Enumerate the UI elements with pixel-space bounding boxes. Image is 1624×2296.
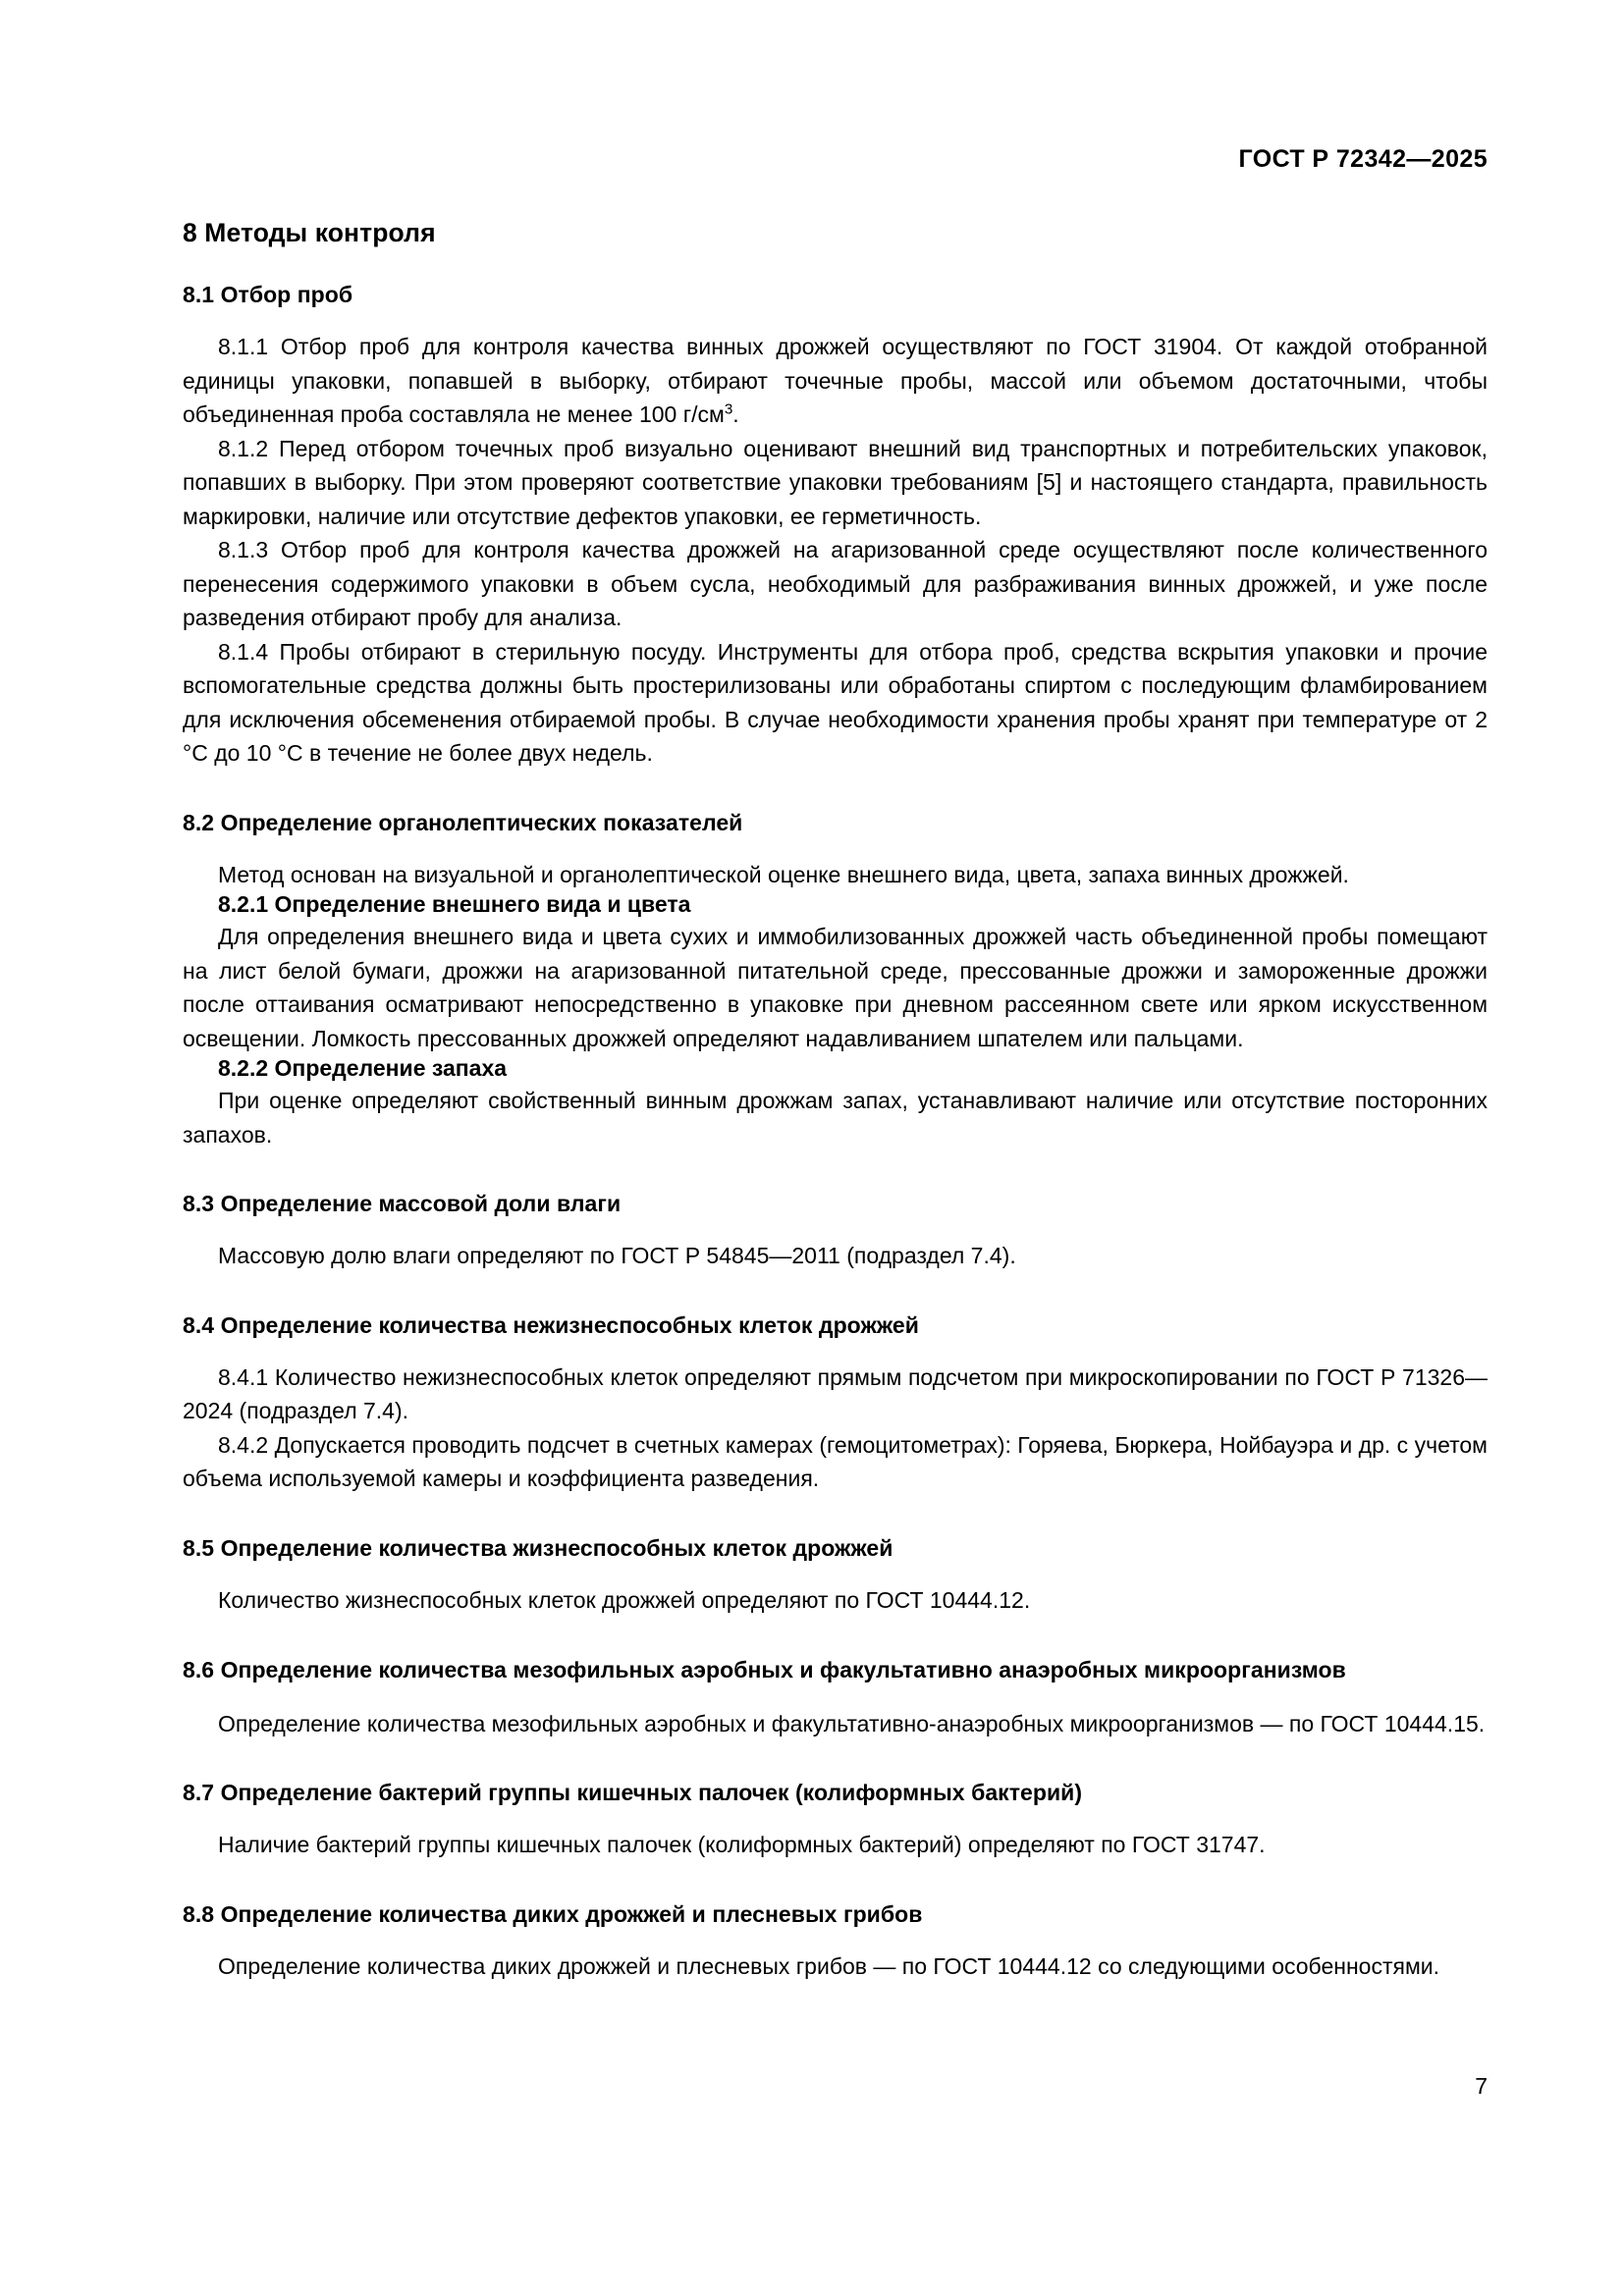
paragraph-8-1-3: 8.1.3 Отбор проб для контроля качества дрожжей на агаризованной среде осуществляют после количественного перенесения содержимого упаковки в объем сусла, необходимый для разбраживания винных дрожжей, и уже после разведения отбирают пробу для анализа. [183,537,1488,630]
subsection-heading-8-6: 8.6 Определение количества мезофильных аэробных и факультативно анаэробных микроорганизмов [183,1657,1346,1682]
page-number: 7 [1475,2073,1488,2099]
paragraph-8-5: Количество жизнеспособных клеток дрожжей определяют по ГОСТ 10444.12. [218,1586,1031,1613]
paragraph-8-4-2: 8.4.2 Допускается проводить подсчет в счетных камерах (гемоцитометрах): Горяева, Бюркера, Нойбауэра и др. с учетом объема используемой камеры и коэффициента разведения. [183,1431,1488,1491]
paragraph-8-1-1 [183,330,1488,432]
section-title: 8 Методы контроля [183,218,436,247]
subsection-heading-8-4: 8.4 Определение количества нежизнеспособных клеток дрожжей [183,1311,919,1338]
subsection-heading-8-3: 8.3 Определение массовой доли влаги [183,1191,622,1216]
page-content [183,218,1488,1983]
superscript-cubic: 3 [724,400,733,418]
paragraph-8-2-1: Для определения внешнего вида и цвета сухих и иммобилизованных дрожжей часть объединенной пробы помещают на лист белой бумаги, дрожжи на агаризованной питательной среде, прессованные дрожжи и замороженные дрожжи после оттаивания осматривают непосредственно в упаковке при дневном рассеянном свете или ярком искусственном освещении. Ломкость прессованных дрожжей определяют надавливанием шпателем или пальцами. [183,924,1488,1051]
subsection-heading-8-2: 8.2 Определение органолептических показателей [183,809,743,835]
paragraph-8-8: Определение количества диких дрожжей и плесневых грибов — по ГОСТ 10444.12 со следующими особенностями. [218,1952,1439,1979]
subsection-heading-8-1: 8.1 Отбор проб [183,282,353,307]
page-header-standard-number: ГОСТ Р 72342—2025 [1238,145,1488,173]
paragraph-8-7: Наличие бактерий группы кишечных палочек (колиформных бактерий) определяют по ГОСТ 31747. [218,1832,1266,1858]
paragraph-8-1-2: 8.1.2 Перед отбором точечных проб визуально оценивают внешний вид транспортных и потребительских упаковок, попавших в выборку. При этом проверяют соответствие упаковки требованиям [5] и настоящего стандарта, правильность маркировки, наличие или отсутствие дефектов упаковки, ее герметичность. [183,435,1488,529]
paragraph-8-1-4: 8.1.4 Пробы отбирают в стерильную посуду. Инструменты для отбора проб, средства вскрытия упаковки и прочие вспомогательные средства должны быть простерилизованы или обработаны спиртом с последующим фламбированием для исключения обсеменения отбираемой пробы. В случае необходимости хранения пробы хранят при температуре от 2 °C до 10 °C в течение не более двух недель. [183,638,1488,766]
paragraph-8-2-2: При оценке определяют свойственный винным дрожжам запах, устанавливают наличие или отсутствие посторонних запахов. [183,1088,1488,1148]
paragraph-8-1-1-text: 8.1.1 Отбор проб для контроля качества винных дрожжей осуществляют по ГОСТ 31904. От каждой отобранной единицы упаковки, попавшей в выборку, отбирают точечные пробы, массой или объемом достаточными, чтобы объединенная проба составляла не менее 100 г/см [183,334,1488,427]
paragraph-8-1-1-tail: . [732,401,739,427]
paragraph-8-2-intro: Метод основан на визуальной и органолептической оценке внешнего вида, цвета, запаха винных дрожжей. [218,861,1349,887]
subsection-heading-8-2-2: 8.2.2 Определение запаха [218,1055,508,1081]
paragraph-8-6: Определение количества мезофильных аэробных и факультативно-анаэробных микроорганизмов — по ГОСТ 10444.15. [218,1710,1486,1736]
subsection-heading-8-8: 8.8 Определение количества диких дрожжей и плесневых грибов [183,1900,923,1927]
paragraph-8-4-1: 8.4.1 Количество нежизнеспособных клеток определяют прямым подсчетом при микроскопировании по ГОСТ Р 71326—2024 (подраздел 7.4). [183,1363,1488,1423]
subsection-heading-8-5: 8.5 Определение количества жизнеспособных клеток дрожжей [183,1534,893,1561]
paragraph-8-3: Массовую долю влаги определяют по ГОСТ Р 54845—2011 (подраздел 7.4). [218,1243,1016,1268]
subsection-heading-8-2-1: 8.2.1 Определение внешнего вида и цвета [218,891,691,917]
subsection-heading-8-7: 8.7 Определение бактерий группы кишечных палочек (колиформных бактерий) [183,1780,1083,1806]
